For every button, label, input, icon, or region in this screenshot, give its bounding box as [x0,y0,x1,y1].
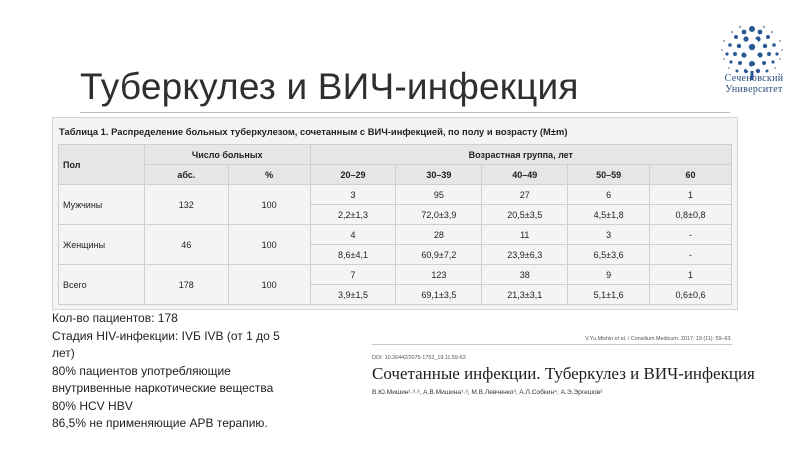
article-title: Сочетанные инфекции. Туберкулез и ВИЧ-инфекция [372,364,755,383]
cell-abs: 132 [144,185,228,225]
note-line: 80% HCV HBV [52,398,133,413]
header-age: 50–59 [568,165,650,185]
table-figure [52,117,738,310]
row-label: Всего [59,265,145,305]
cell-percent: 21,3±3,1 [482,285,568,305]
cell-count: 95 [396,185,482,205]
header-age: 60 [650,165,732,185]
header-age: 30–39 [396,165,482,185]
header-age-group: Возрастная группа, лет [310,145,731,165]
article-doi: DOI: 10.26442/2075-1753_19.11.59-63 [372,355,466,361]
cell-percent: 5,1±1,6 [568,285,650,305]
header-age: 40–49 [482,165,568,185]
cell-count: - [650,225,732,245]
cell-percent: 2,2±1,3 [310,205,396,225]
cell-abs: 178 [144,265,228,305]
cell-count: 123 [396,265,482,285]
cell-percent: 0,8±0,8 [650,205,732,225]
row-label: Мужчины [59,185,145,225]
header-abs: абс. [144,165,228,185]
table-row [59,185,732,205]
note-line: 86,5% не применяющие АРВ терапию. [52,416,268,430]
cell-count: 6 [568,185,650,205]
cell-count: 38 [482,265,568,285]
table-caption: Таблица 1. Распределение больных туберкулезом, сочетанным с ВИЧ-инфекцией, по полу и возрасту (M±m) [59,126,568,137]
cell-percent: 72,0±3,9 [396,205,482,225]
logo-line-1: Сеченовский [724,73,784,84]
article-citation: V.Yu.Mishin et al. / Consilium Medicum. 2017; 19 (11): 59–63. [585,336,732,342]
cell-count: 1 [650,185,732,205]
cell-percent: 8,6±4,1 [310,245,396,265]
header-sex: Пол [59,145,145,185]
cell-abs: 46 [144,225,228,265]
header-age: 20–29 [310,165,396,185]
note-line: Стадия HIV-инфекции: IVБ IVB (от 1 до 5 [52,328,280,343]
cell-count: 1 [650,265,732,285]
cell-count: 3 [310,185,396,205]
cell-pct: 100 [228,265,310,305]
cell-percent: 20,5±3,5 [482,205,568,225]
cell-pct: 100 [228,225,310,265]
table-row [59,265,732,285]
article-authors: В.Ю.Мишин¹˒²˒³, А.В.Мишина¹˒³, М.В.Левченко³, А.Л.Собкин⁴, А.Э.Эргешов² [372,389,603,396]
table-row [59,225,732,245]
cell-percent: 3,9±1,5 [310,285,396,305]
note-line: внутривенные наркотические вещества [52,381,274,395]
distribution-table [58,144,732,305]
cell-percent: 69,1±3,5 [396,285,482,305]
cell-percent: 4,5±1,8 [568,205,650,225]
cell-percent: 6,5±3,6 [568,245,650,265]
cell-count: 3 [568,225,650,245]
row-label: Женщины [59,225,145,265]
article-divider [372,344,732,345]
cell-percent: 23,9±6,3 [482,245,568,265]
cell-count: 4 [310,225,396,245]
university-logo-text [712,73,796,95]
cell-percent: - [650,245,732,265]
note-line: 80% пациентов употребляющие [52,363,231,378]
title-divider [80,112,730,113]
cell-percent: 60,9±7,2 [396,245,482,265]
cell-count: 27 [482,185,568,205]
cell-percent: 0,6±0,6 [650,285,732,305]
slide-title: Туберкулез и ВИЧ-инфекция [80,66,579,107]
patient-notes [52,310,372,433]
header-count: Число больных [144,145,310,165]
logo-line-2: Университет [725,84,783,95]
cell-count: 9 [568,265,650,285]
cell-pct: 100 [228,185,310,225]
header-pct: % [228,165,310,185]
cell-count: 11 [482,225,568,245]
note-line: лет) [52,346,75,360]
table-subheader-row [59,165,732,185]
cell-count: 7 [310,265,396,285]
note-line: Кол-во пациентов: 178 [52,311,178,325]
table-header-row [59,145,732,165]
cell-count: 28 [396,225,482,245]
